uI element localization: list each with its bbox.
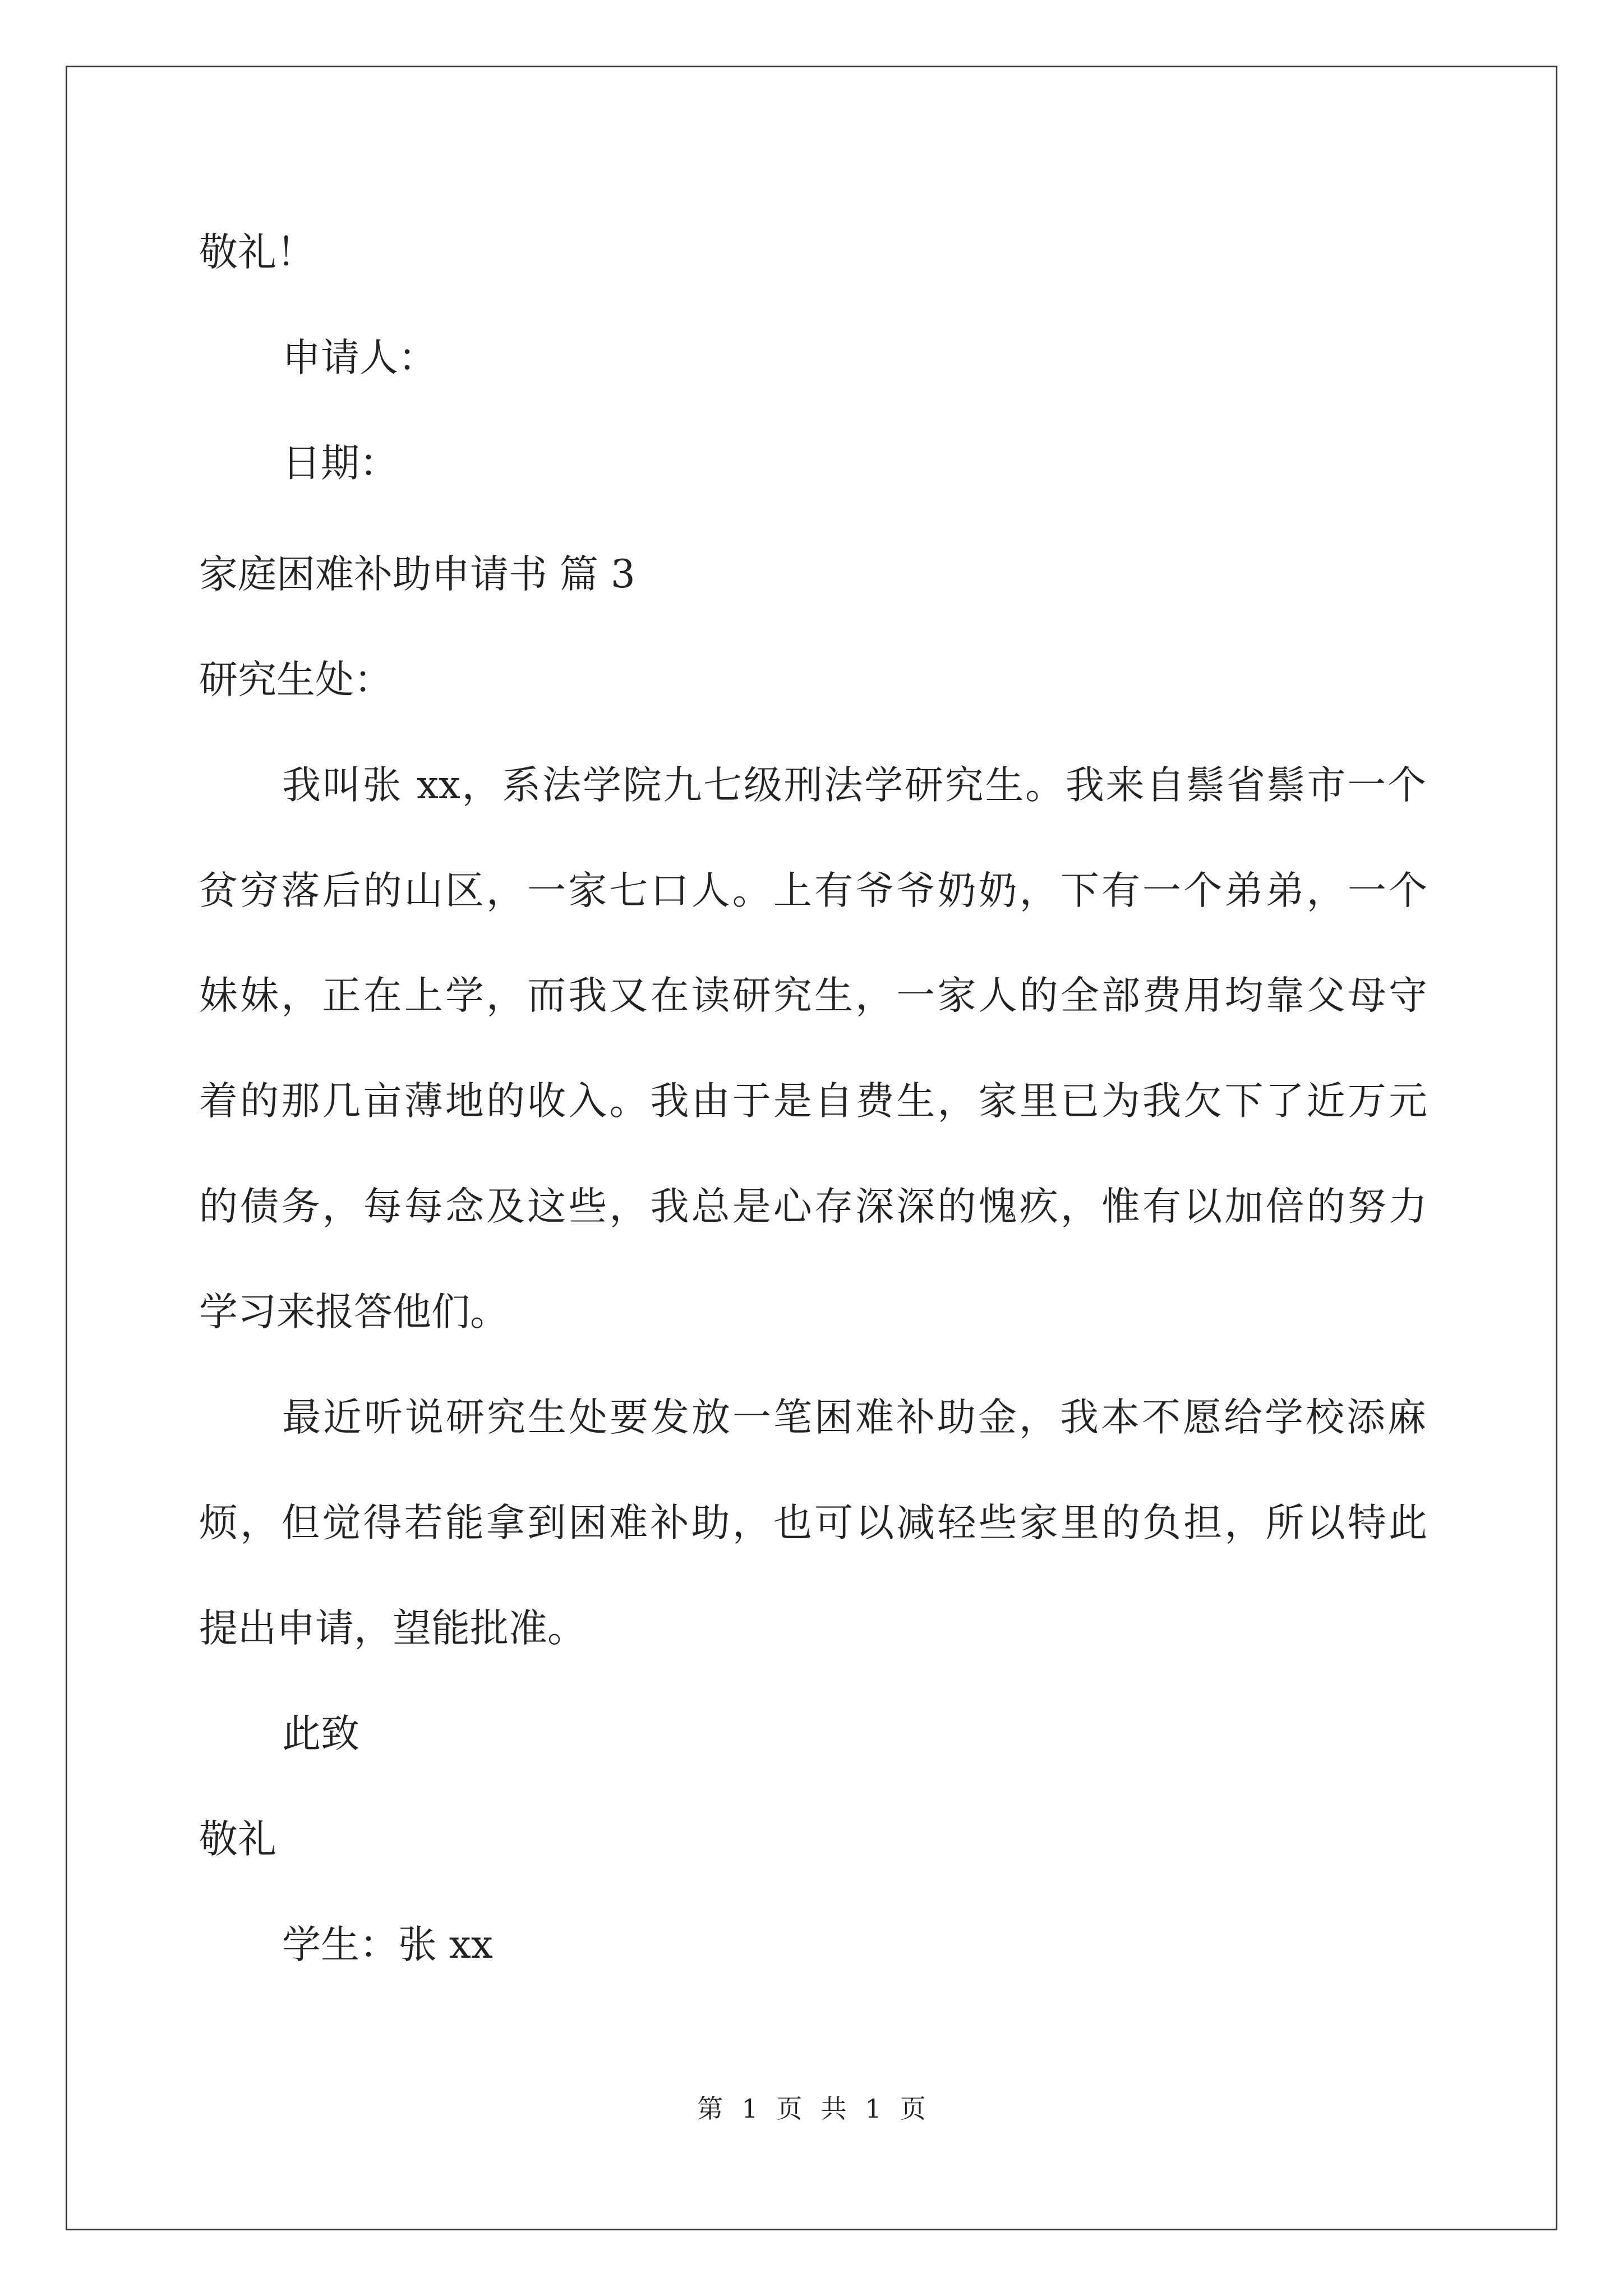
page-footer: 第 1 页 共 1 页 (697, 2093, 926, 2124)
paragraph-line: 妹妹，正在上学，而我又在读研究生，一家人的全部费用均靠父母守 (199, 973, 1427, 1018)
date-label: 日期： (282, 441, 398, 486)
signature: 学生：张 xx (282, 1922, 493, 1967)
closing-salute-2: 敬礼 (199, 1817, 276, 1862)
paragraph-line: 着的那几亩薄地的收入。我由于是自费生，家里已为我欠下了近万元 (199, 1079, 1427, 1124)
page-border (66, 66, 1557, 2230)
section-title: 家庭困难补助申请书 篇 3 (199, 552, 635, 597)
paragraph-line: 我叫张 xx，系法学院九七级刑法学研究生。我来自鬃省鬃市一个 (282, 763, 1426, 808)
closing-salute: 敬礼！ (199, 230, 315, 275)
salutation: 此致 (282, 1711, 359, 1756)
paragraph-line: 学习来报答他们。 (199, 1290, 509, 1335)
paragraph-line: 贫穷落后的山区，一家七口人。上有爷爷奶奶，下有一个弟弟，一个 (199, 868, 1427, 913)
addressee: 研究生处： (199, 657, 393, 702)
applicant-label: 申请人： (282, 335, 437, 380)
paragraph-line: 最近听说研究生处要发放一笔困难补助金，我本不愿给学校添麻 (282, 1395, 1426, 1440)
paragraph-line: 提出申请，望能批准。 (199, 1606, 586, 1651)
paragraph-line: 的债务，每每念及这些，我总是心存深深的愧疚，惟有以加倍的努力 (199, 1184, 1427, 1229)
paragraph-line: 烦，但觉得若能拿到困难补助，也可以减轻些家里的负担，所以特此 (199, 1501, 1427, 1545)
